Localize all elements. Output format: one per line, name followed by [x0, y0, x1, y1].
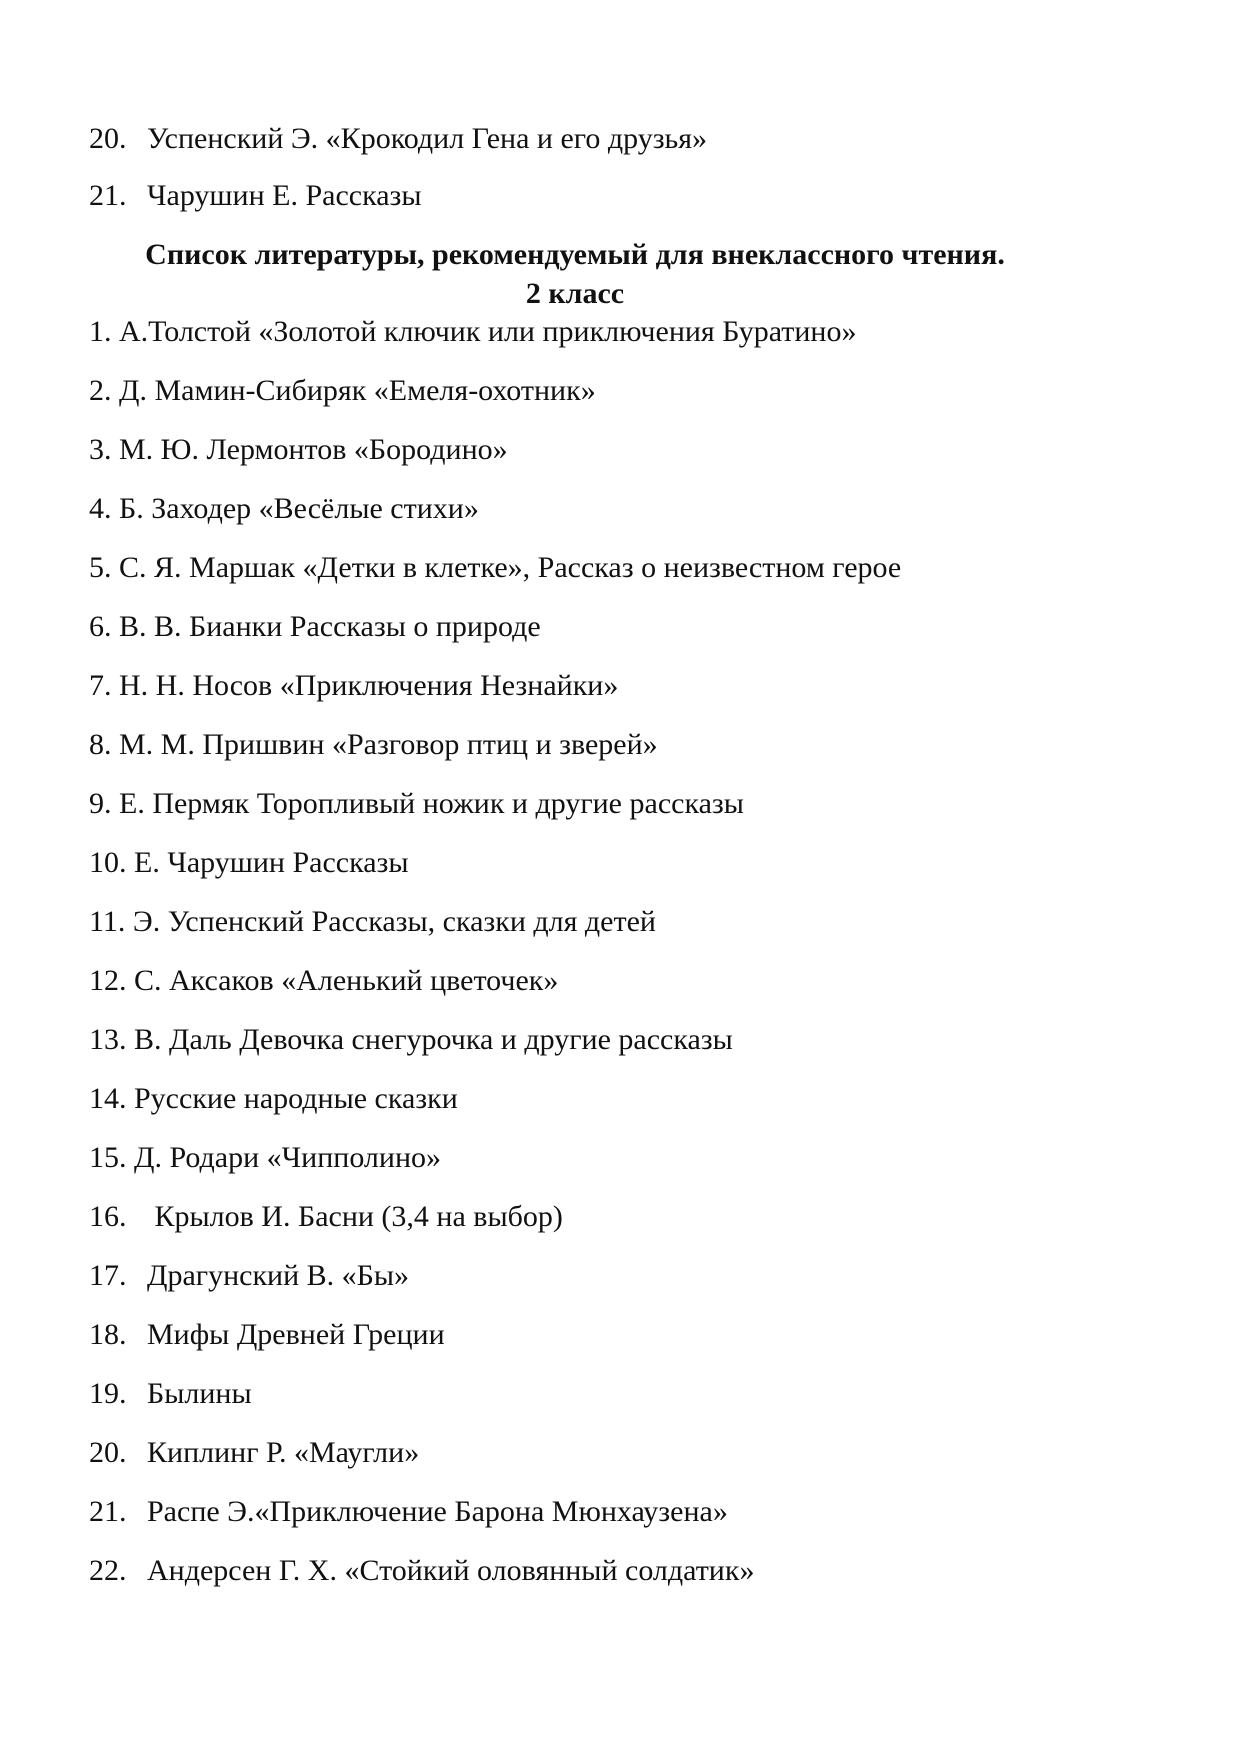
list-item-number: 17. [89, 1259, 127, 1292]
list-item-number: 21. [89, 1495, 127, 1528]
list-item-number: 20. [89, 122, 127, 155]
list-item: 4. Б. Заходер «Весёлые стихи» [89, 492, 479, 525]
list-item [89, 1435, 419, 1471]
list-item: 11. Э. Успенский Рассказы, сказки для детей [89, 905, 656, 938]
list-item: 7. Н. Н. Носов «Приключения Незнайки» [89, 669, 619, 702]
list-item: 12. С. Аксаков «Аленький цветочек» [89, 964, 559, 997]
list-item: 9. Е. Пермяк Торопливый ножик и другие рассказы [89, 787, 744, 820]
list-item [89, 1494, 728, 1530]
list-item [89, 1376, 252, 1412]
list-item [89, 1317, 445, 1353]
list-item-number: 20. [89, 1436, 127, 1469]
list-item-text: Андерсен Г. Х. «Стойкий оловянный солдатик» [147, 1554, 755, 1587]
list-item-text: Успенский Э. «Крокодил Гена и его друзья» [147, 122, 708, 155]
list-item-text: Распе Э.«Приключение Барона Мюнхаузена» [147, 1495, 728, 1528]
list-item: 10. Е. Чарушин Рассказы [89, 846, 409, 879]
list-item: 13. В. Даль Девочка снегурочка и другие рассказы [89, 1023, 733, 1056]
list-item-text: Былины [147, 1377, 252, 1410]
list-item: 14. Русские народные сказки [89, 1082, 458, 1115]
list-item-text: Драгунский В. «Бы» [147, 1259, 410, 1292]
list-item [89, 1553, 754, 1589]
list-item-text: Чарушин Е. Рассказы [147, 179, 422, 212]
list-item-number: 16. [89, 1200, 127, 1233]
list-item [89, 178, 422, 214]
list-item-number: 22. [89, 1554, 127, 1587]
list-item [89, 121, 707, 157]
list-item-number: 21. [89, 179, 127, 212]
list-item [89, 1258, 409, 1294]
section-title: Список литературы, рекомендуемый для внеклассного чтения. [145, 238, 1005, 271]
list-item-text: Киплинг Р. «Маугли» [147, 1436, 420, 1469]
list-item: 6. В. В. Бианки Рассказы о природе [89, 610, 541, 643]
list-item [89, 1199, 563, 1235]
list-item: 3. М. Ю. Лермонтов «Бородино» [89, 433, 508, 466]
list-item: 8. М. М. Пришвин «Разговор птиц и зверей» [89, 728, 658, 761]
list-item: 2. Д. Мамин-Сибиряк «Емеля-охотник» [89, 374, 596, 407]
grade-subtitle: 2 класс [525, 277, 625, 310]
list-item: 1. А.Толстой «Золотой ключик или приключения Буратино» [89, 315, 857, 348]
list-item: 15. Д. Родари «Чипполино» [89, 1141, 442, 1174]
list-item: 5. С. Я. Маршак «Детки в клетке», Рассказ о неизвестном герое [89, 551, 902, 584]
list-item-text: Мифы Древней Греции [147, 1318, 445, 1351]
list-item-number: 19. [89, 1377, 127, 1410]
list-item-number: 18. [89, 1318, 127, 1351]
list-item-text: Крылов И. Басни (3,4 на выбор) [147, 1200, 563, 1233]
